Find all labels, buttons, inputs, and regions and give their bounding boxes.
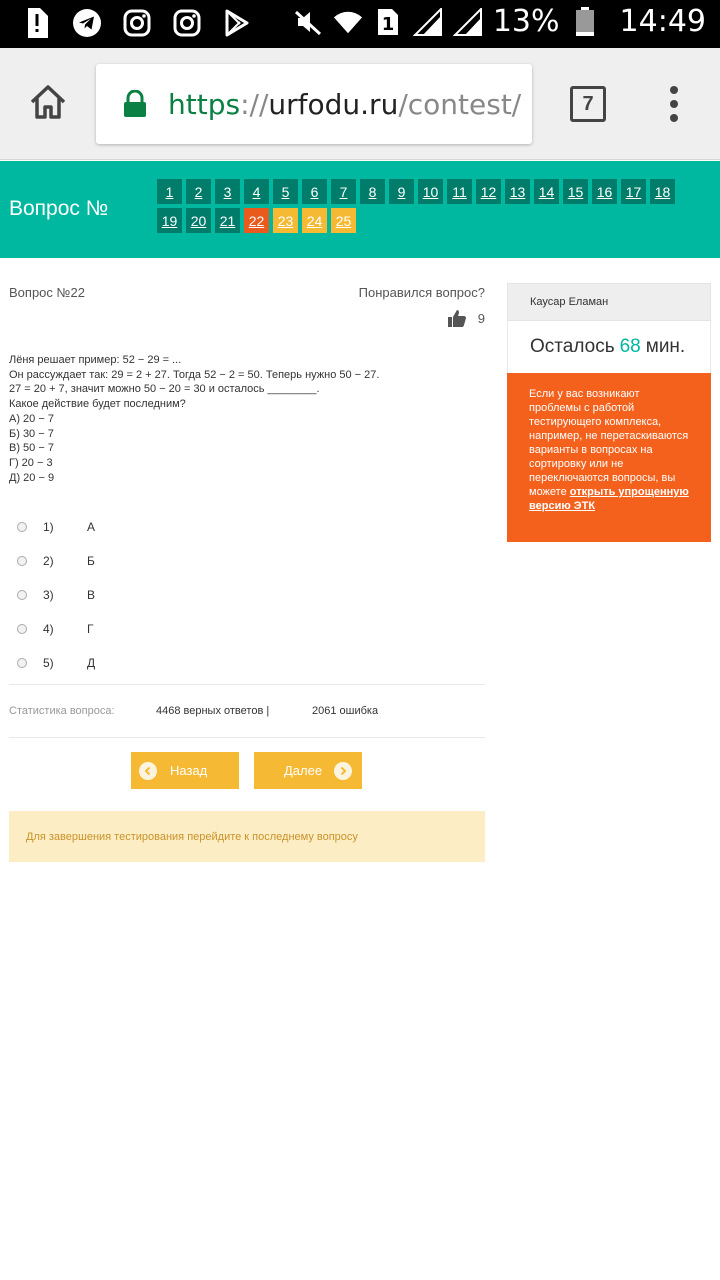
radio-button[interactable] [17,590,27,600]
question-header [0,161,720,258]
question-text-line: Он рассуждает так: 29 = 2 + 27. Тогда 52 − 2 = 50. Теперь нужно 50 − 27. [9,368,380,381]
answer-option[interactable] [17,646,95,680]
option-label: Д [87,656,96,670]
back-label: Назад [170,763,208,778]
answer-option[interactable] [17,544,95,578]
finish-notice: Для завершения тестирования перейдите к последнему вопросу [9,811,485,862]
question-text-line: В) 50 − 7 [9,442,54,455]
header-title: Вопрос № [9,197,109,220]
question-text-line: Б) 30 − 7 [9,427,54,440]
question-nav-button[interactable]: 17 [621,179,646,204]
option-label: Б [87,554,95,568]
option-label: В [87,588,96,602]
radio-button[interactable] [17,624,27,634]
thumbs-up-icon[interactable] [448,310,466,327]
question-nav-button[interactable]: 19 [157,208,182,233]
question-nav [157,179,697,233]
question-nav-button[interactable]: 2 [186,179,211,204]
time-remaining: Осталось 68 мин. [507,321,711,373]
battery-percent: 13% [492,4,560,39]
browser-toolbar [0,48,720,160]
question-text [9,353,479,485]
option-number: 2) [43,554,54,568]
wifi-icon [333,7,363,37]
question-nav-button[interactable]: 14 [534,179,559,204]
mute-icon [293,7,323,37]
stats-label: Статистика вопроса: [9,705,115,717]
question-nav-button[interactable]: 11 [447,179,472,204]
warning-text: Если у вас возникают проблемы с работой тестирующего комплекса, например, не перетаскиваются варианты в вопросах на сортировку или не переключаются вопросы, вы можете [529,388,689,498]
user-name: Каусар Еламан [507,283,711,321]
radio-button[interactable] [17,658,27,668]
answer-option[interactable] [17,510,95,544]
question-nav-button[interactable]: 7 [331,179,356,204]
question-text-line: Лёня решает пример: 52 − 29 = ... [9,354,182,366]
question-nav-button[interactable]: 24 [302,208,327,233]
alert-icon [22,8,52,38]
question-text-line: 27 = 20 + 7, значит можно 50 − 20 = 30 и осталось ________. [9,383,320,396]
question-nav-button[interactable]: 4 [244,179,269,204]
question-nav-button[interactable]: 16 [592,179,617,204]
question-number-label: Вопрос №22 [9,285,85,300]
question-nav-button[interactable]: 15 [563,179,588,204]
like-row [448,310,485,327]
question-nav-button[interactable]: 25 [331,208,356,233]
status-bar [0,0,720,48]
play-store-icon [222,8,252,38]
like-prompt: Понравился вопрос? [358,285,485,300]
option-number: 4) [43,622,54,636]
like-count: 9 [477,311,485,326]
signal-icon [413,7,443,37]
option-number: 5) [43,656,54,670]
question-text-line: А) 20 − 7 [9,412,54,425]
question-nav-button[interactable]: 12 [476,179,501,204]
sim-icon [373,7,403,37]
chevron-right-icon [334,762,352,780]
option-label: Г [87,622,94,636]
option-number: 3) [43,588,54,602]
option-label: А [87,520,96,534]
answer-options [17,510,95,680]
question-nav-button[interactable]: 23 [273,208,298,233]
question-nav-button[interactable]: 8 [360,179,385,204]
question-nav-button[interactable]: 10 [418,179,443,204]
question-nav-button[interactable]: 6 [302,179,327,204]
url-text: https://urfodu.ru/contest/ [168,87,522,121]
radio-button[interactable] [17,522,27,532]
question-nav-button[interactable]: 18 [650,179,675,204]
home-icon[interactable] [28,82,68,122]
chevron-left-icon [139,762,157,780]
answer-option[interactable] [17,578,95,612]
more-menu-icon[interactable] [666,86,682,122]
stats-correct: 4468 верных ответов | [156,705,270,717]
question-nav-button[interactable]: 3 [215,179,240,204]
option-number: 1) [43,520,54,534]
svg-text:1: 1 [381,13,395,35]
instagram-icon [172,8,202,38]
question-stats [9,684,485,738]
answer-option[interactable] [17,612,95,646]
question-text-line: Г) 20 − 3 [9,456,53,469]
question-nav-button[interactable]: 22 [244,208,269,233]
question-nav-button[interactable]: 20 [186,208,211,233]
telegram-icon [72,8,102,38]
next-label: Далее [284,763,323,778]
lock-icon [122,90,148,118]
simplified-version-link[interactable]: открыть упрощенную версию ЭТК [529,486,689,512]
minutes-left: 68 [619,336,641,357]
address-bar[interactable] [96,64,532,144]
clock: 14:49 [619,4,706,39]
tabs-button[interactable]: 7 [570,86,606,122]
question-text-line: Какое действие будет последним? [9,398,186,411]
sidebar [507,283,711,542]
stats-wrong: 2061 ошибка [312,705,379,717]
next-button[interactable] [254,752,362,789]
instagram-icon [122,8,152,38]
question-nav-button[interactable]: 9 [389,179,414,204]
radio-button[interactable] [17,556,27,566]
battery-icon [570,7,600,37]
question-nav-button[interactable]: 5 [273,179,298,204]
help-warning [507,373,711,542]
back-button[interactable] [131,752,239,789]
question-text-line: Д) 20 − 9 [9,471,55,484]
question-nav-button[interactable]: 13 [505,179,530,204]
question-nav-button[interactable]: 1 [157,179,182,204]
question-nav-button[interactable]: 21 [215,208,240,233]
signal-icon [453,7,483,37]
